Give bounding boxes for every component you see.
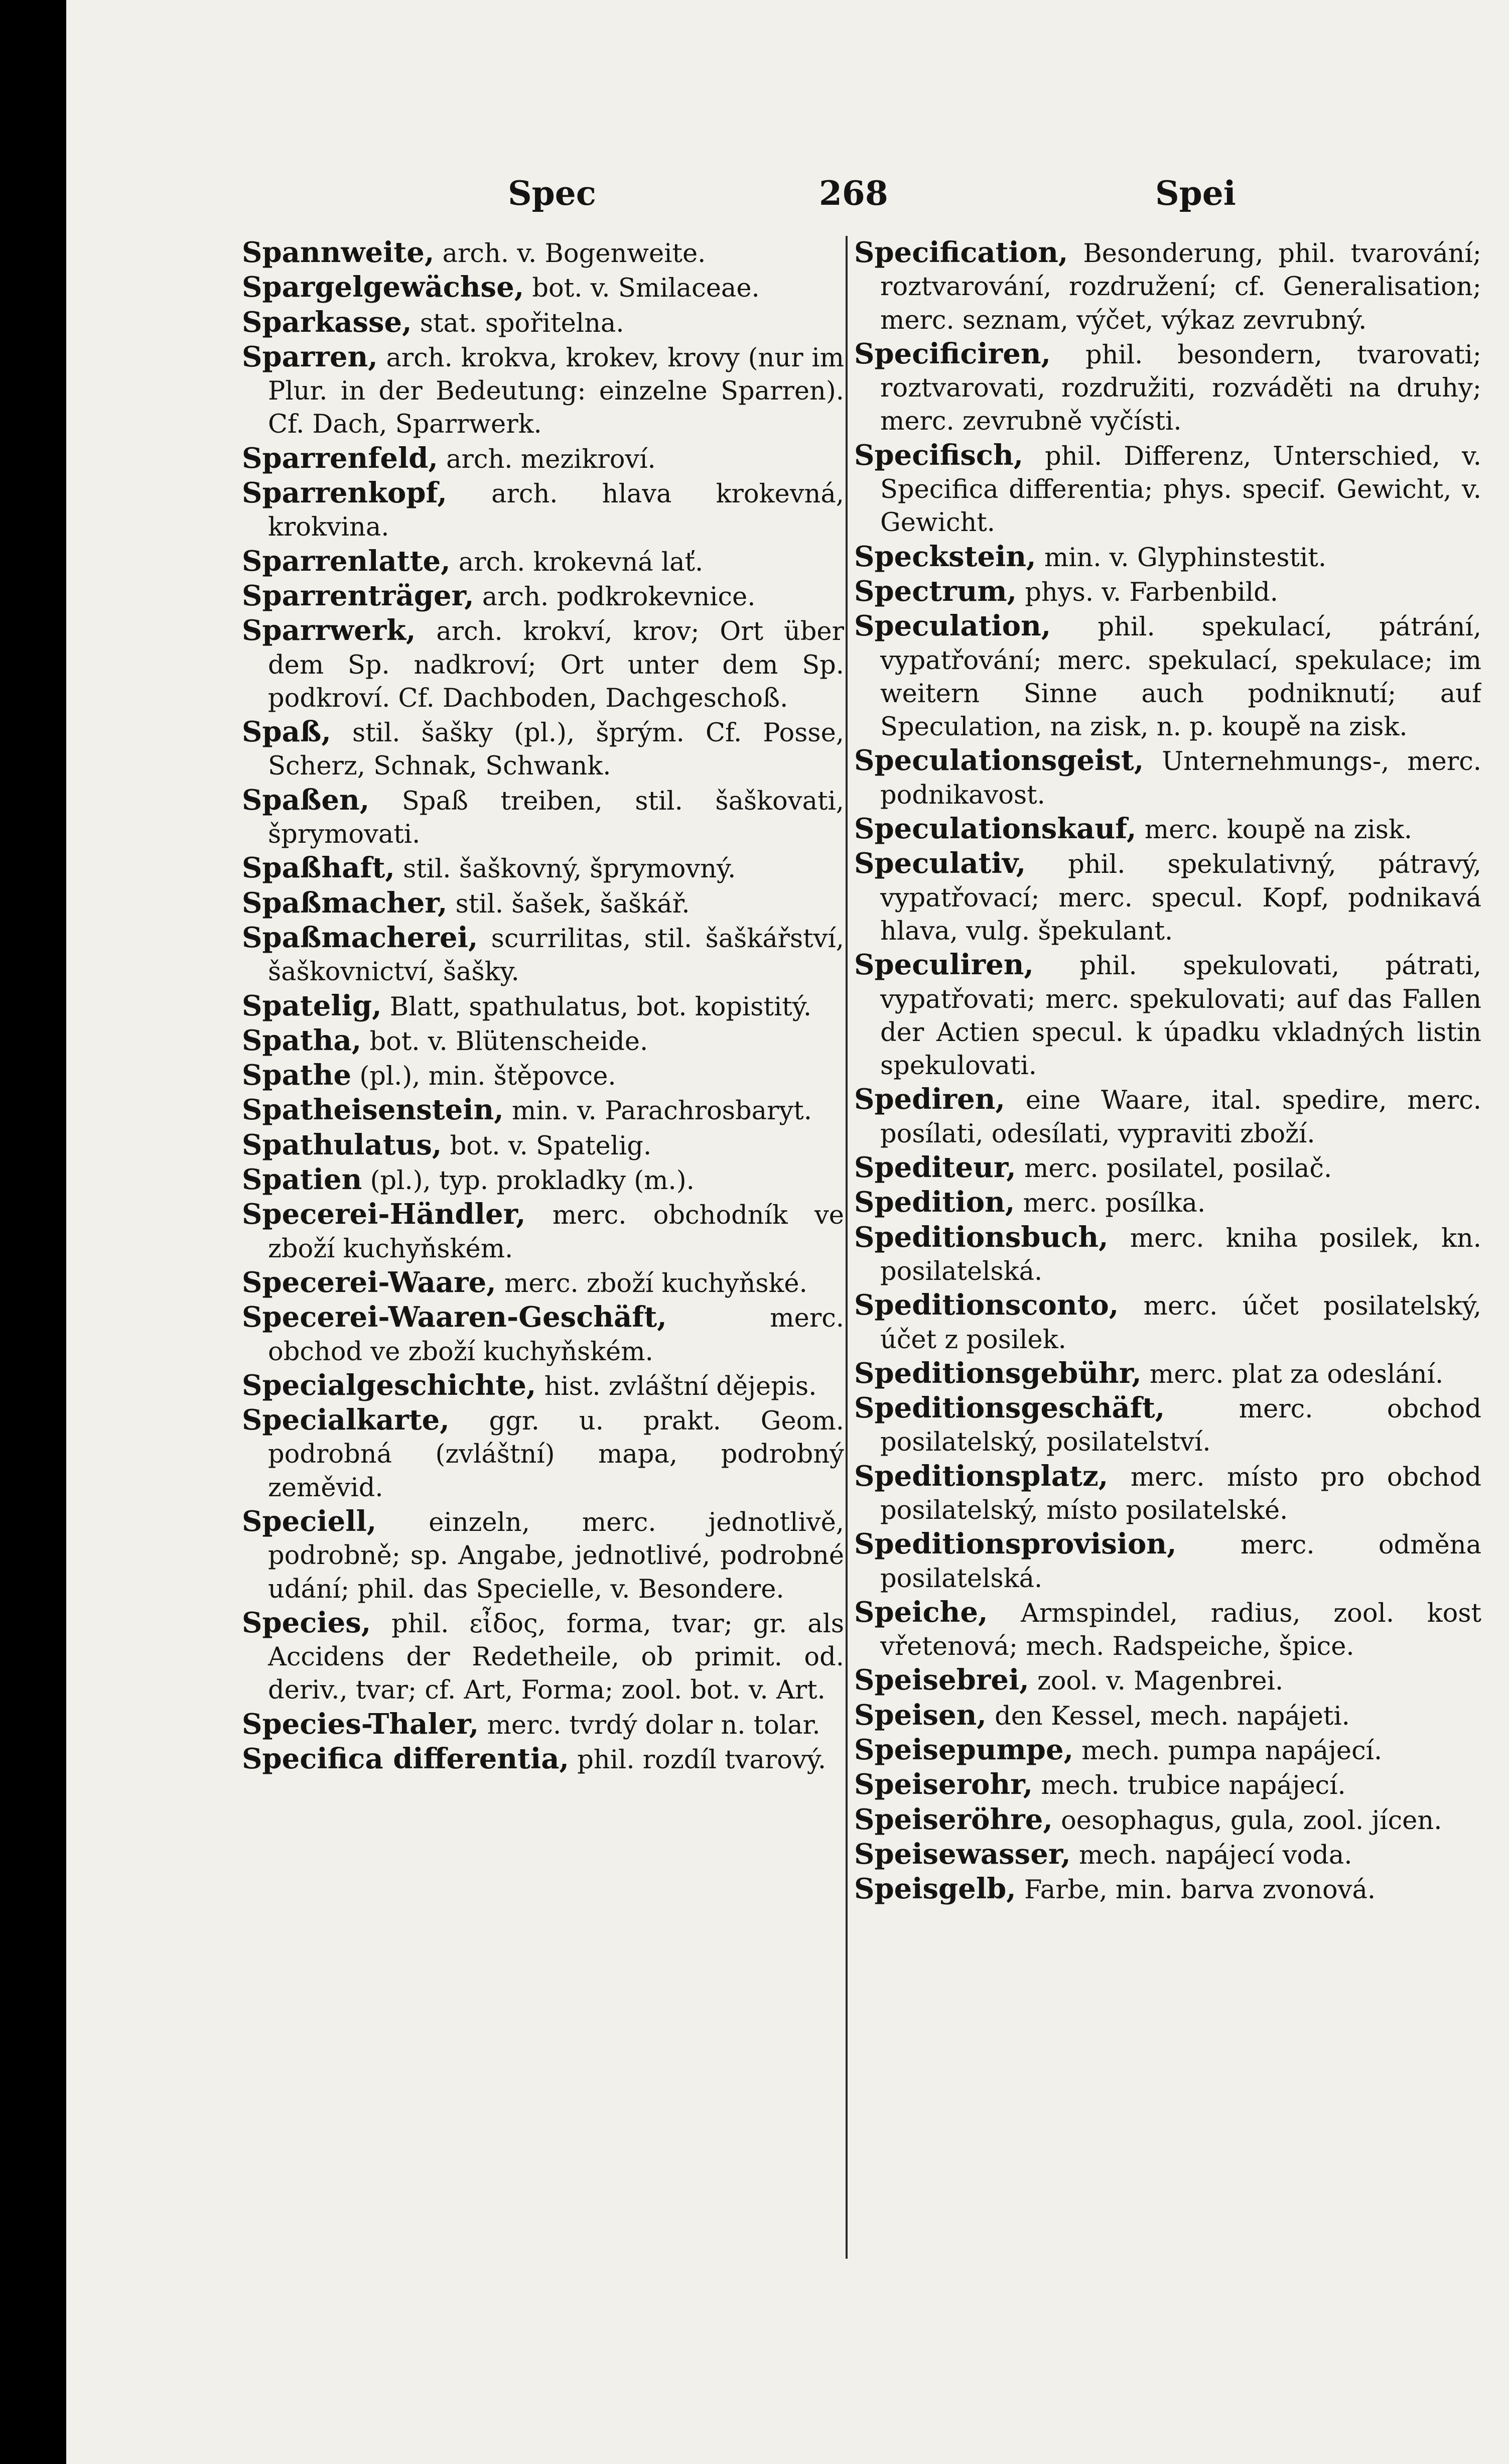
dictionary-entry	[242, 340, 844, 442]
entry-headword: Specialkarte,	[242, 1403, 450, 1437]
left-column	[242, 236, 844, 2319]
dictionary-entry	[242, 851, 844, 886]
entry-headword: Specerei-Händler,	[242, 1198, 526, 1231]
entry-definition: merc. kniha posilek, kn. posilatelská.	[880, 1223, 1481, 1286]
entry-headword: Specialgeschichte,	[242, 1368, 536, 1402]
entry-definition: den Kessel, mech. napájeti.	[995, 1701, 1350, 1731]
entry-definition: mech. pumpa napájecí.	[1081, 1736, 1383, 1766]
dictionary-entry	[854, 1460, 1481, 1528]
entry-definition: phil. rozdíl tvarový.	[577, 1745, 827, 1775]
entry-headword: Sparrenfeld,	[242, 441, 438, 475]
dictionary-entry	[854, 1838, 1481, 1872]
entry-definition: phil. εἶδος, forma, tvar; gr. als Accidens der Redetheile, ob primit. od. deriv., tvar; cf. Art, Forma; zool. bot. v. Art.	[268, 1609, 844, 1706]
entry-headword: Spathulatus,	[242, 1128, 442, 1161]
entry-headword: Sparrenlatte,	[242, 544, 451, 578]
entry-headword: Spaßmacherei,	[242, 921, 478, 954]
dictionary-entry	[242, 1266, 844, 1301]
dictionary-entry	[242, 1403, 844, 1505]
header-left-catchword: Spec	[508, 174, 596, 213]
entry-headword: Spedition,	[854, 1186, 1015, 1219]
entry-headword: Specificiren,	[854, 337, 1051, 370]
dictionary-entry	[854, 575, 1481, 609]
dictionary-entry	[854, 812, 1481, 847]
dictionary-entry	[854, 1733, 1481, 1768]
dictionary-entry	[242, 476, 844, 545]
dictionary-entry	[242, 614, 844, 715]
entry-definition: arch. krokví, krov; Ort über dem Sp. nadkroví; Ort unter dem Sp. podkroví. Cf. Dachboden, Dachgeschoß.	[268, 617, 844, 713]
entry-headword: Speditionsplatz,	[854, 1459, 1109, 1493]
column-divider	[846, 236, 848, 2259]
entry-definition: arch. v. Bogenweite.	[442, 239, 706, 269]
dictionary-entry	[242, 1301, 844, 1369]
dictionary-entry	[242, 1606, 844, 1708]
entry-definition: Farbe, min. barva zvonová.	[1024, 1875, 1376, 1905]
dictionary-entry	[854, 1288, 1481, 1357]
entry-headword: Speditionsgeschäft,	[854, 1391, 1165, 1425]
entry-definition: bot. v. Smilaceae.	[532, 274, 760, 304]
book-page	[66, 0, 1509, 2464]
dictionary-entry	[854, 948, 1481, 1083]
entry-definition: merc. zboží kuchyňské.	[504, 1268, 807, 1299]
entry-headword: Speculativ,	[854, 847, 1026, 880]
entry-definition: min. v. Parachrosbaryt.	[511, 1096, 812, 1126]
dictionary-entry	[242, 1369, 844, 1403]
entry-headword: Speiseröhre,	[854, 1802, 1053, 1836]
entry-headword: Sparrenkopf,	[242, 476, 447, 510]
dictionary-entry	[242, 715, 844, 784]
entry-headword: Specification,	[854, 236, 1068, 269]
dictionary-entry	[242, 1505, 844, 1606]
entry-headword: Spathe	[242, 1059, 352, 1092]
entry-definition: arch. krokevná lať.	[458, 547, 704, 577]
dictionary-entry	[854, 1391, 1481, 1460]
dictionary-entry	[854, 236, 1481, 337]
dictionary-entry	[242, 579, 844, 614]
entry-headword: Speculationskauf,	[854, 812, 1137, 846]
entry-headword: Speisepumpe,	[854, 1733, 1074, 1767]
dictionary-entry	[854, 1803, 1481, 1838]
entry-headword: Spatien	[242, 1163, 362, 1197]
entry-definition: phil. spekulativný, pátravý, vypatřovací; merc. specul. Kopf, podnikavá hlava, vulg. špekulant.	[880, 850, 1481, 946]
dictionary-entry	[242, 545, 844, 579]
entry-headword: Spaßhaft,	[242, 851, 395, 885]
entry-definition: merc. plat za odeslání.	[1149, 1359, 1444, 1389]
entry-headword: Speculation,	[854, 609, 1051, 643]
entry-headword: Speisgelb,	[854, 1872, 1016, 1906]
entry-definition: (pl.), min. štěpovce.	[359, 1062, 616, 1092]
entry-definition: phil. spekulací, pátrání, vypatřování; merc. spekulací, spekulace; im weitern Sinne auch podniknutí; auf Speculation, na zisk, n. p. koupě na zisk.	[880, 612, 1481, 742]
dictionary-entry	[242, 236, 844, 271]
entry-headword: Spatelig,	[242, 989, 382, 1022]
entry-headword: Specerei-Waaren-Geschäft,	[242, 1301, 667, 1334]
entry-definition: arch. mezikroví.	[446, 444, 656, 474]
entry-definition: hist. zvláštní dějepis.	[544, 1371, 817, 1401]
entry-headword: Speditionsprovision,	[854, 1527, 1177, 1561]
entry-headword: Speditionsbuch,	[854, 1220, 1109, 1254]
entry-definition: phil. Differenz, Unterschied, v. Specifica differentia; phys. specif. Gewicht, v. Gewicht.	[880, 441, 1481, 538]
entry-headword: Speiserohr,	[854, 1768, 1033, 1801]
entry-headword: Speckstein,	[854, 540, 1036, 573]
entry-headword: Speisewasser,	[854, 1837, 1071, 1871]
entry-definition: arch. podkrokevnice.	[482, 582, 756, 612]
entry-definition: merc. odměna posilatelská.	[880, 1530, 1481, 1594]
dictionary-entry	[242, 1059, 844, 1093]
dictionary-entry	[242, 1093, 844, 1128]
entry-definition: eine Waare, ital. spedire, merc. posílati, odesílati, vypraviti zboží.	[880, 1086, 1481, 1149]
entry-headword: Spatheisenstein,	[242, 1093, 504, 1127]
dictionary-entry	[854, 1768, 1481, 1802]
entry-definition: phil. spekulovati, pátrati, vypatřovati; merc. spekulovati; auf das Fallen der Actien specul. k úpadku vkladných listin spekulovati.	[880, 951, 1481, 1081]
dictionary-entry	[854, 1872, 1481, 1907]
dictionary-entry	[854, 1151, 1481, 1186]
entry-definition: mech. napájecí voda.	[1078, 1840, 1352, 1870]
entry-definition: stat. spořitelna.	[420, 308, 624, 338]
entry-definition: merc. posílka.	[1023, 1189, 1206, 1219]
entry-definition: oesophagus, gula, zool. jícen.	[1061, 1805, 1442, 1836]
dictionary-entry	[854, 1527, 1481, 1596]
page-number: 268	[819, 174, 888, 213]
entry-definition: bot. v. Spatelig.	[450, 1131, 652, 1161]
entry-headword: Spediren,	[854, 1083, 1005, 1116]
dictionary-entry	[242, 1163, 844, 1198]
entry-definition: einzeln, merc. jednotlivě, podrobně; sp. Angabe, jednotlivé, podrobné udání; phil. das Specielle, v. Besondere.	[268, 1507, 844, 1604]
entry-definition: merc. tvrdý dolar n. tolar.	[487, 1710, 820, 1740]
dictionary-entry	[854, 337, 1481, 439]
entry-headword: Speciell,	[242, 1504, 377, 1538]
entry-headword: Speculiren,	[854, 948, 1034, 982]
entry-definition: arch. krokva, krokev, krovy (nur im Plur. in der Bedeutung: einzelne Sparren). Cf. Dach, Sparrwerk.	[268, 343, 844, 440]
dictionary-entry	[854, 1357, 1481, 1391]
entry-headword: Spaßen,	[242, 783, 370, 817]
entry-definition: Blatt, spathulatus, bot. kopistitý.	[389, 992, 812, 1022]
entry-headword: Specifisch,	[854, 438, 1024, 472]
entry-headword: Spediteur,	[854, 1151, 1016, 1185]
dictionary-entry	[854, 1596, 1481, 1664]
dictionary-entry	[854, 847, 1481, 948]
entry-definition: Armspindel, radius, zool. kost vřetenová; mech. Radspeiche, špice.	[880, 1598, 1481, 1662]
entry-headword: Speisebrei,	[854, 1663, 1029, 1697]
entry-definition: (pl.), typ. prokladky (m.).	[370, 1166, 695, 1196]
entry-definition: mech. trubice napájecí.	[1041, 1771, 1346, 1801]
entry-definition: merc. obchodník ve zboží kuchyňském.	[268, 1201, 844, 1264]
dictionary-entry	[242, 1198, 844, 1266]
entry-headword: Spatha,	[242, 1023, 362, 1057]
entry-definition: stil. šašek, šaškář.	[455, 889, 690, 919]
entry-definition: Besonderung, phil. tvarování; roztvarování, rozdružení; cf. Generalisation; merc. seznam, výčet, výkaz zevrubný.	[880, 239, 1481, 335]
dictionary-entry	[242, 306, 844, 340]
dictionary-entry	[854, 540, 1481, 575]
entry-definition: stil. šašky (pl.), šprým. Cf. Posse, Scherz, Schnak, Schwank.	[268, 718, 844, 782]
entry-headword: Spectrum,	[854, 574, 1017, 608]
dictionary-entry	[854, 744, 1481, 812]
entry-definition: merc. účet posilatelský, účet z posilek.	[880, 1291, 1481, 1355]
entry-definition: merc. obchod posilatelský, posilatelství.	[880, 1394, 1481, 1458]
entry-headword: Spannweite,	[242, 236, 435, 269]
dictionary-entry	[242, 989, 844, 1024]
entry-definition: Spaß treiben, stil. šaškovati, šprymovati.	[268, 786, 844, 850]
dictionary-entry	[242, 1024, 844, 1059]
entry-headword: Speditionsgebühr,	[854, 1356, 1142, 1390]
right-column	[854, 236, 1481, 2319]
dictionary-entry	[854, 609, 1481, 744]
dictionary-entry	[854, 1186, 1481, 1220]
entry-definition: merc. posilatel, posilač.	[1024, 1154, 1332, 1184]
dictionary-entry	[242, 442, 844, 476]
entry-definition: stil. šaškovný, šprymovný.	[403, 854, 736, 884]
entry-definition: bot. v. Blütenscheide.	[369, 1026, 648, 1057]
entry-definition: scurrilitas, stil. šaškářství, šaškovnictví, šašky.	[268, 924, 844, 987]
dictionary-entry	[242, 271, 844, 305]
entry-definition: phil. besondern, tvarovati; roztvarovati, rozdružiti, rozváděti na druhy; merc. zevrubně vyčísti.	[880, 340, 1481, 437]
entry-definition: zool. v. Magenbrei.	[1037, 1666, 1284, 1697]
entry-headword: Spaßmacher,	[242, 886, 448, 920]
entry-headword: Sparren,	[242, 340, 378, 373]
entry-definition: arch. hlava krokevná, krokvina.	[268, 479, 844, 543]
dictionary-entry	[854, 1699, 1481, 1733]
entry-headword: Sparrwerk,	[242, 614, 416, 647]
dictionary-entry	[242, 1742, 844, 1777]
entry-headword: Spargelgewächse,	[242, 271, 524, 304]
dictionary-entry	[242, 921, 844, 989]
dictionary-entry	[242, 1708, 844, 1742]
entry-headword: Specifica differentia,	[242, 1742, 569, 1776]
dictionary-entry	[242, 886, 844, 921]
entry-definition: phys. v. Farbenbild.	[1025, 577, 1278, 607]
entry-definition: merc. obchod ve zboží kuchyňském.	[268, 1304, 844, 1367]
entry-headword: Speculationsgeist,	[854, 744, 1144, 777]
dictionary-entry	[854, 1083, 1481, 1151]
entry-headword: Species-Thaler,	[242, 1707, 479, 1741]
entry-definition: min. v. Glyphinstestit.	[1044, 543, 1327, 573]
entry-headword: Specerei-Waare,	[242, 1265, 496, 1299]
entry-definition: Unternehmungs-, merc. podnikavost.	[880, 747, 1481, 810]
entry-headword: Spaß,	[242, 715, 331, 749]
entry-headword: Speiche,	[854, 1595, 988, 1629]
entry-headword: Speditionsconto,	[854, 1288, 1119, 1322]
entry-headword: Species,	[242, 1606, 371, 1639]
dictionary-entry	[242, 784, 844, 852]
page-header	[66, 174, 1509, 214]
dictionary-entry	[854, 1221, 1481, 1289]
entry-definition: merc. koupě na zisk.	[1144, 815, 1413, 845]
header-right-catchword: Spei	[1155, 174, 1236, 213]
dictionary-entry	[242, 1128, 844, 1163]
entry-definition: merc. místo pro obchod posilatelský, místo posilatelské.	[880, 1462, 1481, 1525]
entry-headword: Sparkasse,	[242, 305, 412, 339]
dictionary-entry	[854, 439, 1481, 540]
entry-headword: Sparrenträger,	[242, 579, 474, 612]
entry-headword: Speisen,	[854, 1698, 987, 1732]
entry-definition: ggr. u. prakt. Geom. podrobná (zvláštní) mapa, podrobný zeměvid.	[268, 1406, 844, 1503]
dictionary-entry	[854, 1663, 1481, 1698]
